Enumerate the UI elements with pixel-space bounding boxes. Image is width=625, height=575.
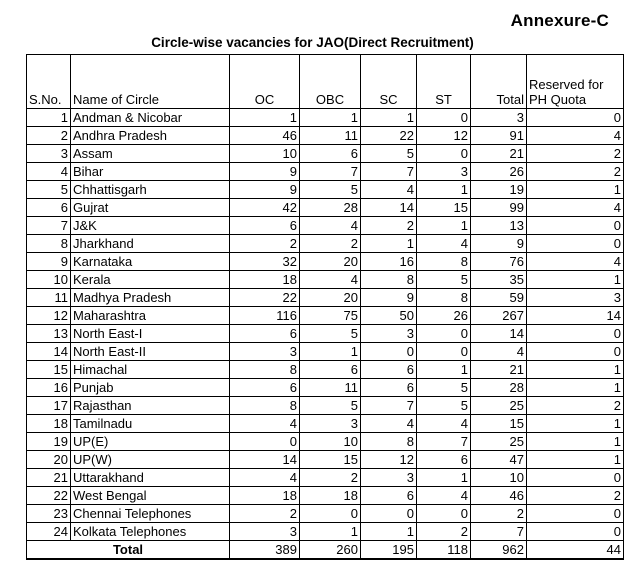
cell-total: 4 — [471, 343, 527, 361]
cell-obc: 1 — [300, 343, 361, 361]
cell-total: 26 — [471, 163, 527, 181]
cell-oc: 1 — [230, 109, 300, 127]
table-row — [27, 217, 624, 235]
cell-sc: 2 — [361, 217, 417, 235]
cell-total: 25 — [471, 433, 527, 451]
cell-st: 1 — [417, 361, 471, 379]
cell-obc: 11 — [300, 127, 361, 145]
cell-obc: 5 — [300, 181, 361, 199]
cell-sc: 0 — [361, 505, 417, 523]
cell-ph: 1 — [527, 181, 624, 199]
total-total: 962 — [471, 541, 527, 560]
cell-obc: 7 — [300, 163, 361, 181]
cell-st: 12 — [417, 127, 471, 145]
header-row — [27, 55, 624, 109]
cell-sno: 17 — [27, 397, 71, 415]
cell-total: 46 — [471, 487, 527, 505]
cell-oc: 116 — [230, 307, 300, 325]
cell-st: 0 — [417, 109, 471, 127]
cell-obc: 0 — [300, 505, 361, 523]
cell-sc: 1 — [361, 109, 417, 127]
table-row — [27, 271, 624, 289]
cell-obc: 6 — [300, 145, 361, 163]
table-row — [27, 469, 624, 487]
cell-total: 267 — [471, 307, 527, 325]
cell-oc: 14 — [230, 451, 300, 469]
table-row — [27, 523, 624, 541]
table-row — [27, 379, 624, 397]
cell-ph: 0 — [527, 235, 624, 253]
total-oc: 389 — [230, 541, 300, 560]
header-st: ST — [417, 55, 471, 109]
cell-ph: 2 — [527, 397, 624, 415]
table-row — [27, 487, 624, 505]
table-row — [27, 199, 624, 217]
table-row — [27, 505, 624, 523]
cell-obc: 28 — [300, 199, 361, 217]
cell-st: 5 — [417, 379, 471, 397]
cell-sno: 19 — [27, 433, 71, 451]
cell-total: 19 — [471, 181, 527, 199]
cell-sno: 24 — [27, 523, 71, 541]
cell-total: 10 — [471, 469, 527, 487]
cell-sc: 7 — [361, 163, 417, 181]
table-row — [27, 451, 624, 469]
header-oc: OC — [230, 55, 300, 109]
cell-obc: 20 — [300, 253, 361, 271]
cell-total: 14 — [471, 325, 527, 343]
cell-sc: 9 — [361, 289, 417, 307]
table-row — [27, 109, 624, 127]
cell-sc: 5 — [361, 145, 417, 163]
cell-name: Himachal — [71, 361, 230, 379]
cell-st: 5 — [417, 397, 471, 415]
cell-oc: 18 — [230, 487, 300, 505]
cell-obc: 75 — [300, 307, 361, 325]
table-row — [27, 361, 624, 379]
cell-sc: 4 — [361, 415, 417, 433]
cell-oc: 4 — [230, 469, 300, 487]
cell-name: Tamilnadu — [71, 415, 230, 433]
cell-oc: 46 — [230, 127, 300, 145]
cell-st: 0 — [417, 343, 471, 361]
table-row — [27, 127, 624, 145]
cell-st: 1 — [417, 469, 471, 487]
cell-st: 4 — [417, 415, 471, 433]
cell-ph: 0 — [527, 505, 624, 523]
cell-total: 21 — [471, 145, 527, 163]
cell-obc: 2 — [300, 235, 361, 253]
header-name: Name of Circle — [71, 55, 230, 109]
cell-name: Bihar — [71, 163, 230, 181]
cell-total: 15 — [471, 415, 527, 433]
header-ph-line1: Reserved for — [529, 77, 604, 92]
cell-name: Assam — [71, 145, 230, 163]
cell-sc: 12 — [361, 451, 417, 469]
table-row — [27, 343, 624, 361]
cell-ph: 0 — [527, 469, 624, 487]
header-obc: OBC — [300, 55, 361, 109]
cell-oc: 2 — [230, 505, 300, 523]
cell-sc: 50 — [361, 307, 417, 325]
cell-oc: 3 — [230, 523, 300, 541]
cell-total: 9 — [471, 235, 527, 253]
cell-oc: 8 — [230, 397, 300, 415]
cell-sno: 7 — [27, 217, 71, 235]
cell-st: 4 — [417, 487, 471, 505]
table-row — [27, 253, 624, 271]
cell-sno: 16 — [27, 379, 71, 397]
cell-name: Kerala — [71, 271, 230, 289]
cell-obc: 4 — [300, 271, 361, 289]
cell-obc: 18 — [300, 487, 361, 505]
cell-total: 2 — [471, 505, 527, 523]
cell-ph: 1 — [527, 451, 624, 469]
cell-ph: 4 — [527, 127, 624, 145]
cell-sc: 8 — [361, 271, 417, 289]
header-total: Total — [471, 55, 527, 109]
cell-sno: 10 — [27, 271, 71, 289]
cell-obc: 5 — [300, 325, 361, 343]
cell-oc: 9 — [230, 181, 300, 199]
cell-st: 3 — [417, 163, 471, 181]
cell-total: 59 — [471, 289, 527, 307]
cell-st: 8 — [417, 253, 471, 271]
cell-obc: 1 — [300, 523, 361, 541]
cell-name: North East-II — [71, 343, 230, 361]
table-row — [27, 415, 624, 433]
cell-total: 35 — [471, 271, 527, 289]
cell-total: 76 — [471, 253, 527, 271]
cell-oc: 6 — [230, 325, 300, 343]
cell-ph: 2 — [527, 487, 624, 505]
header-ph-quota — [527, 55, 624, 109]
cell-sc: 0 — [361, 343, 417, 361]
table-row — [27, 289, 624, 307]
cell-ph: 1 — [527, 361, 624, 379]
cell-st: 1 — [417, 217, 471, 235]
cell-oc: 2 — [230, 235, 300, 253]
cell-st: 0 — [417, 505, 471, 523]
cell-ph: 3 — [527, 289, 624, 307]
cell-ph: 4 — [527, 253, 624, 271]
cell-obc: 10 — [300, 433, 361, 451]
cell-st: 2 — [417, 523, 471, 541]
cell-name: Madhya Pradesh — [71, 289, 230, 307]
cell-obc: 1 — [300, 109, 361, 127]
cell-total: 21 — [471, 361, 527, 379]
table-row — [27, 433, 624, 451]
cell-name: Kolkata Telephones — [71, 523, 230, 541]
cell-st: 15 — [417, 199, 471, 217]
cell-ph: 2 — [527, 163, 624, 181]
cell-sno: 4 — [27, 163, 71, 181]
cell-name: Punjab — [71, 379, 230, 397]
cell-name: Uttarakhand — [71, 469, 230, 487]
cell-ph: 0 — [527, 325, 624, 343]
cell-sno: 5 — [27, 181, 71, 199]
cell-oc: 22 — [230, 289, 300, 307]
cell-sc: 14 — [361, 199, 417, 217]
cell-ph: 0 — [527, 109, 624, 127]
cell-st: 0 — [417, 325, 471, 343]
cell-sc: 6 — [361, 487, 417, 505]
cell-sno: 13 — [27, 325, 71, 343]
table-row — [27, 181, 624, 199]
annexure-label: Annexure-C — [510, 11, 609, 30]
cell-total: 47 — [471, 451, 527, 469]
cell-total: 13 — [471, 217, 527, 235]
cell-oc: 3 — [230, 343, 300, 361]
cell-total: 99 — [471, 199, 527, 217]
cell-sno: 21 — [27, 469, 71, 487]
total-sc: 195 — [361, 541, 417, 560]
header-ph-line2: PH Quota — [529, 92, 587, 107]
cell-st: 26 — [417, 307, 471, 325]
cell-sno: 8 — [27, 235, 71, 253]
cell-sno: 15 — [27, 361, 71, 379]
cell-sno: 23 — [27, 505, 71, 523]
cell-total: 28 — [471, 379, 527, 397]
cell-ph: 0 — [527, 217, 624, 235]
cell-name: Jharkhand — [71, 235, 230, 253]
cell-st: 5 — [417, 271, 471, 289]
cell-obc: 20 — [300, 289, 361, 307]
cell-sc: 1 — [361, 523, 417, 541]
cell-name: Rajasthan — [71, 397, 230, 415]
cell-total: 3 — [471, 109, 527, 127]
header-sc: SC — [361, 55, 417, 109]
cell-oc: 18 — [230, 271, 300, 289]
cell-st: 8 — [417, 289, 471, 307]
cell-oc: 42 — [230, 199, 300, 217]
table-row — [27, 397, 624, 415]
cell-name: Andman & Nicobar — [71, 109, 230, 127]
cell-sc: 22 — [361, 127, 417, 145]
cell-ph: 4 — [527, 199, 624, 217]
cell-name: Maharashtra — [71, 307, 230, 325]
cell-oc: 6 — [230, 217, 300, 235]
cell-sc: 6 — [361, 361, 417, 379]
total-row — [27, 541, 624, 560]
total-st: 118 — [417, 541, 471, 560]
cell-sc: 3 — [361, 325, 417, 343]
cell-obc: 5 — [300, 397, 361, 415]
cell-obc: 15 — [300, 451, 361, 469]
cell-oc: 0 — [230, 433, 300, 451]
cell-sno: 18 — [27, 415, 71, 433]
cell-sc: 7 — [361, 397, 417, 415]
cell-sc: 4 — [361, 181, 417, 199]
cell-ph: 1 — [527, 271, 624, 289]
cell-ph: 1 — [527, 415, 624, 433]
cell-sc: 16 — [361, 253, 417, 271]
total-label: Total — [27, 541, 230, 560]
cell-name: Gujrat — [71, 199, 230, 217]
cell-sc: 1 — [361, 235, 417, 253]
cell-name: West Bengal — [71, 487, 230, 505]
cell-obc: 4 — [300, 217, 361, 235]
cell-oc: 8 — [230, 361, 300, 379]
cell-sno: 1 — [27, 109, 71, 127]
cell-oc: 6 — [230, 379, 300, 397]
total-obc: 260 — [300, 541, 361, 560]
cell-sno: 9 — [27, 253, 71, 271]
cell-st: 7 — [417, 433, 471, 451]
cell-sno: 6 — [27, 199, 71, 217]
cell-name: Chhattisgarh — [71, 181, 230, 199]
cell-name: Karnataka — [71, 253, 230, 271]
cell-sc: 6 — [361, 379, 417, 397]
cell-total: 91 — [471, 127, 527, 145]
cell-name: UP(W) — [71, 451, 230, 469]
cell-sno: 12 — [27, 307, 71, 325]
cell-ph: 2 — [527, 145, 624, 163]
cell-sc: 8 — [361, 433, 417, 451]
cell-obc: 11 — [300, 379, 361, 397]
cell-sno: 2 — [27, 127, 71, 145]
cell-sc: 3 — [361, 469, 417, 487]
cell-sno: 14 — [27, 343, 71, 361]
cell-sno: 20 — [27, 451, 71, 469]
cell-sno: 3 — [27, 145, 71, 163]
header-sno: S.No. — [27, 55, 71, 109]
cell-obc: 3 — [300, 415, 361, 433]
table-row — [27, 235, 624, 253]
cell-ph: 0 — [527, 523, 624, 541]
cell-name: Andhra Pradesh — [71, 127, 230, 145]
cell-oc: 9 — [230, 163, 300, 181]
cell-st: 6 — [417, 451, 471, 469]
cell-total: 25 — [471, 397, 527, 415]
cell-sno: 22 — [27, 487, 71, 505]
table-row — [27, 307, 624, 325]
cell-name: UP(E) — [71, 433, 230, 451]
cell-ph: 14 — [527, 307, 624, 325]
cell-obc: 6 — [300, 361, 361, 379]
table-row — [27, 145, 624, 163]
table-row — [27, 325, 624, 343]
cell-oc: 10 — [230, 145, 300, 163]
cell-st: 1 — [417, 181, 471, 199]
cell-st: 0 — [417, 145, 471, 163]
total-ph: 44 — [527, 541, 624, 560]
table-row — [27, 163, 624, 181]
cell-ph: 0 — [527, 343, 624, 361]
vacancies-table — [26, 54, 624, 560]
cell-name: Chennai Telephones — [71, 505, 230, 523]
cell-oc: 4 — [230, 415, 300, 433]
cell-name: J&K — [71, 217, 230, 235]
page-title: Circle-wise vacancies for JAO(Direct Recruitment) — [151, 35, 474, 50]
cell-ph: 1 — [527, 433, 624, 451]
cell-oc: 32 — [230, 253, 300, 271]
cell-total: 7 — [471, 523, 527, 541]
cell-ph: 1 — [527, 379, 624, 397]
cell-obc: 2 — [300, 469, 361, 487]
cell-name: North East-I — [71, 325, 230, 343]
cell-st: 4 — [417, 235, 471, 253]
cell-sno: 11 — [27, 289, 71, 307]
